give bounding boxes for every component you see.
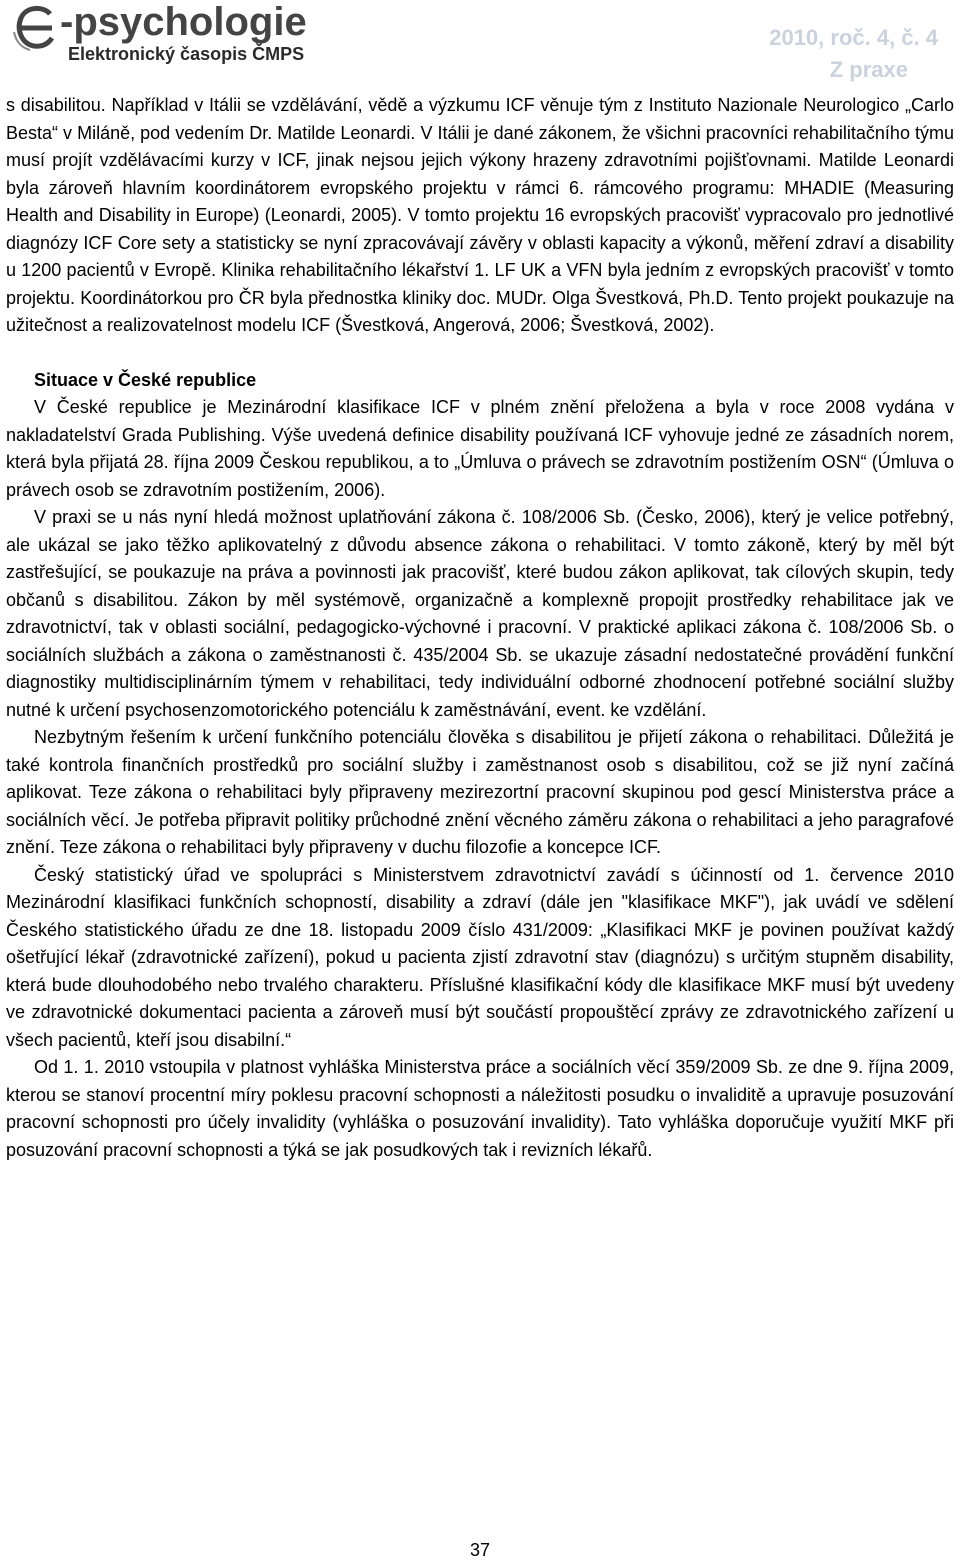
paragraph: V praxi se u nás nyní hledá možnost uplatňování zákona č. 108/2006 Sb. (Česko, 2006), který je velice potřebný, ale ukázal se jako těžko aplikovatelný z důvodu absence zákona o rehabilitaci. V tomto zákoně, který by měl být zastřešující, se poukazuje na práva a povinnosti jak pracovišť, které budou zákon aplikovat, tak cílových skupin, tedy občanů s disabilitou. Zákon by měl systémově, organizačně a komplexně propojit prostředky rehabilitace jak ve zdravotnictví, tak v oblasti sociální, pedagogicko-výchovné i pracovní. V praktické aplikaci zákona č. 108/2006 Sb. o sociálních službách a zákona o zaměstnanosti č. 435/2004 Sb. se ukazuje zásadní nedostatečné provádění funkční diagnostiky multidisciplinárním týmem v rehabilitaci, tedy individuální odborné zhodnocení potřebné sociální služby nutné k určení psychosenzomotorického potenciálu k zaměstnávání, event. ke vzdělání. bbox=[6, 507, 954, 720]
paragraph: V České republice je Mezinárodní klasifikace ICF v plném znění přeložena a byla v roce 2008 vydána v nakladatelství Grada Publishing. Výše uvedená definice disability používaná ICF vyhovuje jedné ze zásadních norem, která byla přijatá 28. října 2009 Českou republikou, a to „Úmluva o právech se zdravotním postižením OSN“ (Úmluva o právech osob se zdravotním postižením, 2006). bbox=[6, 397, 954, 500]
page-number: 37 bbox=[469, 1540, 491, 1560]
page-header bbox=[0, 0, 960, 95]
section-label: Z praxe bbox=[829, 57, 908, 82]
journal-logo-subtitle: Elektronický časopis ČMPS bbox=[68, 44, 305, 64]
e-logo-icon bbox=[12, 2, 62, 52]
journal-logo-title: -psychologie bbox=[60, 0, 307, 44]
section-heading: Situace v České republice bbox=[34, 369, 257, 390]
paragraph: Od 1. 1. 2010 vstoupila v platnost vyhláška Ministerstva práce a sociálních věcí 359/2009 Sb. ze dne 9. října 2009, kterou se stanoví procentní míry poklesu pracovní schopnosti a náležitosti posudku o invaliditě a upravuje posuzování pracovní schopnosti pro účely invalidity (vyhláška o posuzování invalidity). Tato vyhláška doporučuje využití MKF při posuzování pracovní schopnosti a týká se jak posudkových tak i revizních lékařů. bbox=[6, 1057, 954, 1160]
paragraph: Nezbytným řešením k určení funkčního potenciálu člověka s disabilitou je přijetí zákona o rehabilitaci. Důležitá je také kontrola finančních prostředků pro sociální služby i zaměstnanost osob s disabilitou, což se již nyní začíná aplikovat. Teze zákona o rehabilitaci byly připraveny mezirezortní pracovní skupinou pod gescí Ministerstva práce a sociálních věcí. Je potřeba připravit politiky průchodné znění věcného záměru zákona o rehabilitaci a jeho paragrafové znění. Teze zákona o rehabilitaci byly připraveny v duchu filozofie a koncepce ICF. bbox=[6, 727, 954, 857]
paragraph: Český statistický úřad ve spolupráci s Ministerstvem zdravotnictví zavádí s účinností od 1. července 2010 Mezinárodní klasifikaci funkčních schopností, disability a zdraví (dále jen "klasifikace MKF"), jak uvádí ve sdělení Českého statistického úřadu ze dne 18. listopadu 2009 číslo 431/2009: „Klasifikaci MKF je povinen používat každý ošetřující lékař (zdravotnické zařízení), pokud u pacienta zjistí zdravotní stav (diagnózu) s určitým stupněm disability, která bude dlouhodobého nebo trvalého charakteru. Příslušné klasifikační kódy dle klasifikace MKF musí být uvedeny ve zdravotnické dokumentaci pacienta a zároveň musí být součástí propouštěcí zprávy ze zdravotnického zařízení u všech pacientů, kteří jsou disabilní.“ bbox=[6, 864, 954, 1050]
issue-info: 2010, roč. 4, č. 4 bbox=[769, 25, 938, 50]
article-body bbox=[6, 92, 954, 1164]
paragraph: s disabilitou. Například v Itálii se vzdělávání, vědě a výzkumu ICF věnuje tým z Instituto Nazionale Neurologico „Carlo Besta“ v Miláně, pod vedením Dr. Matilde Leonardi. V Itálii je dané zákonem, že všichni pracovníci rehabilitačního týmu musí projít vzdělávacími kurzy v ICF, jinak nejsou jejich výkony hrazeny zdravotními pojišťovnami. Matilde Leonardi byla zároveň hlavním koordinátorem evropského projektu v rámci 6. rámcového programu: MHADIE (Measuring Health and Disability in Europe) (Leonardi, 2005). V tomto projektu 16 evropských pracovišť vypracovalo pro jednotlivé diagnózy ICF Core sety a statisticky se nyní zpracovávají závěry v oblasti kapacity a výkonů, měření zdraví a disability u 1200 pacientů v Evropě. Klinika rehabilitačního lékařství 1. LF UK a VFN byla jedním z evropských pracovišť v tomto projektu. Koordinátorkou pro ČR byla přednostka kliniky doc. MUDr. Olga Švestková, Ph.D. Tento projekt poukazuje na užitečnost a realizovatelnost modelu ICF (Švestková, Angerová, 2006; Švestková, 2002). bbox=[6, 95, 954, 335]
